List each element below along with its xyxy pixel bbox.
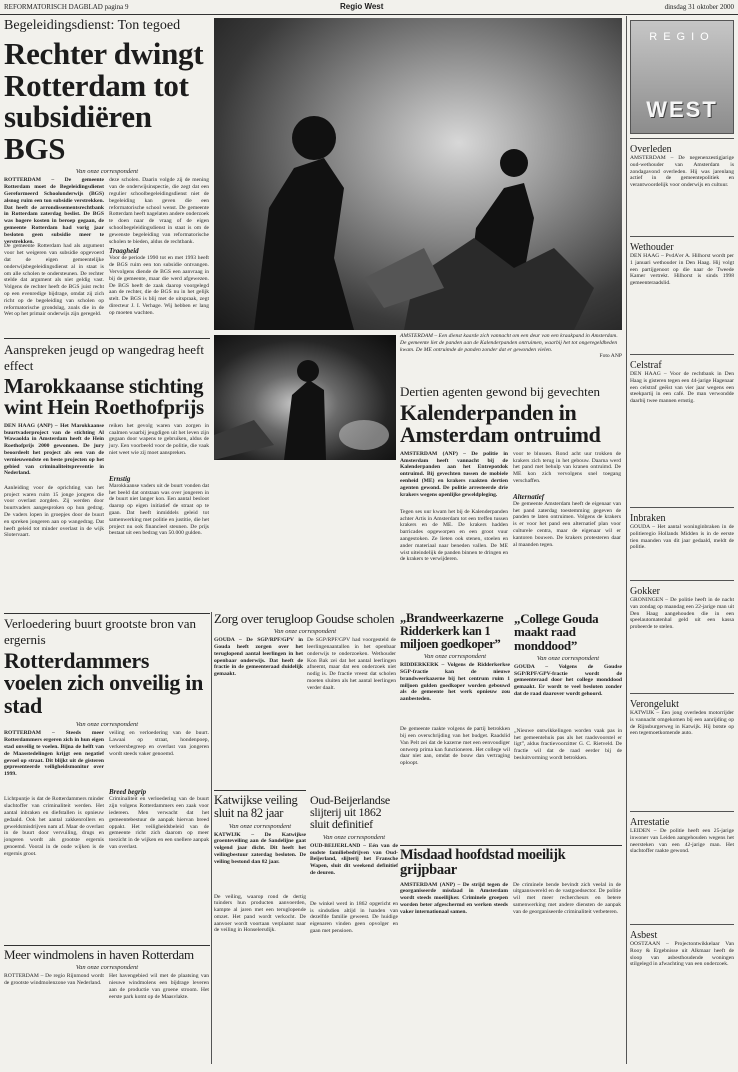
article-college-gouda [514,612,622,842]
article-lead: DEN HAAG (ANP) – Het Marokkaanse buurtvaderproject van de stichting Al Wawaolda in Amsterdam heeft de Hein Roethofprijs 2000 gewonnen. De jury beoordeelt het project als een van de vernieuwendste en beste projecten op het gebied van criminaliteitspreventie in Nederland. [4,422,104,477]
photo-caption [400,333,622,381]
article-headline: Misdaad hoofdstad moeilijk grijpbaar [400,847,566,878]
article-headline: „College Gouda maakt raad monddood” [514,611,599,653]
divider [4,945,210,946]
article-byline: Van onze correspondent [228,822,292,830]
article-lead: ROTTERDAM – De gemeente Rotterdam moet de Begeleidingsdienst Gereformeerd Schoolonderwijs (BGS) alsnog ruim een ton subsidie verstrekken. Dat heeft de arrondissementsrechtbank in Rotterdam zaterdag beslist. De BGS was hogere kosten in beroep gegaan, de gemeente Rotterdam had vorig jaar besloten geen subsidie meer te verstrekken. [4,177,104,245]
article-body-col3: Criminaliteit en verloedering van de buurt zijn volgens Rotterdammers een zaak voor iedereen. Men verwacht dat het gemeentebestuur de aanpak hiervan breed oppakt. Het veiligheidsbeleid van de gemeente richt zich daarom op meer toezicht in de wijken en een snellere aanpak van overlast. [109,796,209,850]
article-body: De gemeente raakte volgens de partij betrokken bij een overschrijding van het budget. Raadslid Van Pelt zei dat de kazerne met een eenvoudiger ontwerp prima kan functioneren. Het college wil daar niet aan, omdat de bouw dan vertraging oploopt. [400,726,510,767]
page-header [0,0,738,15]
brief-title: Gokker [630,586,660,597]
photo-silhouettes [214,335,396,460]
brief-celstraf [630,354,734,507]
article-body: De criminele bende bevindt zich veelal in de uitgaanswereld en de vastgoedsector. De politie wil met meer rechercheurs en betere samenwerking met andere diensten de aanpak van de georganiseerde criminaliteit verbeteren. [513,881,621,915]
logo-regio: REGIO [649,31,715,43]
article-body-col3: De gemeente Amsterdam heeft de eigenaar van het pand zaterdag toestemming gegeven de panden te laten ontruimen. Volgens de krakers is er voor het pand een alternatief plan voor culturele centra, maar de eigenaar wil er kantoren bouwen. De krakers protesteren daar al maanden tegen. [513,500,621,548]
caption-text: AMSTERDAM – Een dienst kaarde zich vannacht om een deur van een kraakpand in Amsterdam. De gemeente liet de panden aan de Kalenderpanden ontruimen, waarbij het tot ongeregeldheden kwam. De ME ontruimde de panden zonder dat er gewonden vielen. [400,333,618,353]
brief-text: AMSTERDAM – De negenenzestigjarige oud-wethouder van Amsterdam is zondagavond overleden. Hij was jarenlang actief in de gemeentepolitiek en verantwoordelijk voor onderwijs en cultuur. [630,155,734,189]
article-body: De SGP/RPF/GPV had voorgesteld de leerlingenaantallen in het openbaar onderwijs te onderzoeken. Wethouder Kon Bak zei dat het aantal leerlingen afneemt, maar dat een onderzoek niet nodig is. De fractie vreest dat scholen moeten sluiten als het aantal leerlingen verder daalt. [307,637,396,691]
photo-riot-barricade [214,18,622,330]
article-body: Lichtpuntje is dat de Rotterdammers minder slachtoffer van criminaliteit werden. Het aantal inbraken en diefstallen is opnieuw gedaald. Ook het aantal zakkenrollers en geweldsmisdrijven nam af. Maar de overlast in de buurt door vervuiling, drugs en jongeren wordt als grootste ergernis genoemd. Vooral in de oude wijken is de ergernis groot. [4,796,104,857]
article-windmolens [4,948,210,1064]
article-subhead: Ernstig [109,474,131,483]
article-body: De gemeente Rotterdam had als argument voor het weigeren van subsidie opgevoerd dat de eigen gemeentelijke onderwijsbegeleidingsdienst al in staat is om alle scholen te ondersteunen. De rechter stelde dat argument als niet geldig vast. Volgens de rechter heeft de BGS juist recht op een evenredige bijdrage, omdat zij zich richt op de begeleiding van scholen op reformatorische grondslag, zoals die in de Wet op het primair onderwijs zijn geregeld. [4,243,104,318]
brief-verongelukt [630,693,734,811]
brief-text: DEN HAAG – PvdA'er A. Hilhorst wordt per 1 januari wethouder in Den Haag. Hij volgt een partijgenoot op die naar de Tweede Kamer vertrekt. Hilhorst is sinds 1998 gemeenteraadslid. [630,253,734,287]
article-body: Het havengebied wil met de plaatsing van nieuwe windmolens een bijdrage leveren aan de productie van groene stroom. Het eerste park komt op de Maasvlakte. [109,973,209,1000]
divider [4,338,210,339]
article-lead: OUD-BEIJERLAND – Eén van de oudste familiebedrijven van Oud-Beijerland, slijterij het Fransche Wapen, sluit dit weekend definitief de deuren. [310,842,398,876]
article-byline: Van onze correspondent [322,833,386,841]
sidebar-briefs [630,138,734,1064]
brief-inbraken [630,507,734,580]
article-lead: ROTTERDAM – Steeds meer Rotterdammers ergeren zich in hun eigen stad onveilig te voelen. Bijna de helft van de Maasstedelingen krijgt een negatief gevoel op straat. Dit blijkt uit de gisteren gepresenteerde veiligheidsmonitor over 1999. [4,730,104,778]
article-headline: Rotterdammers voelen zich onveilig in stad [4,648,204,718]
article-lead: GOUDA – Volgens de Goudse SGP/RPF/GPV-fractie wordt de gemeenteraad door het college monddood gemaakt. Er wordt te veel besloten zonder dat de raad daarover wordt gehoord. [514,663,622,697]
article-lead: RIDDERKERK – Volgens de Ridderkerkse SGP-fractie kan de nieuwe brandweerkazerne bij het centrum ruim 1 miljoen gulden goedkoper worden gebouwd als de gemeente het werk opnieuw zou aanbesteden. [400,662,510,703]
article-body: „Nieuwe ontwikkelingen worden vaak pas in het gemeentehuis pas als het raadsvoorstel er ligt”, aldus fractievoorzitter G. C. Rietveld. De fractie wil dat de raad eerder bij de besluitvorming wordt betrokken. [514,727,622,761]
article-body-col2: voor te blussen. Rond acht uur trokken de krakers zich terug in het gebouw. Daarna werd het pand met behulp van kranen ontruimd. De ME kon zich vervolgens snel toegang verschaffen. [513,450,621,485]
logo-west: WEST [646,97,718,122]
article-byline: Van onze correspondent [423,653,487,661]
article-goudse-scholen [214,612,396,790]
article-ridderkerk [400,612,510,842]
article-kicker: Dertien agenten gewond bij gevechten [400,384,600,399]
brief-title: Celstraf [630,360,662,371]
article-headline: Rechter dwingt Rotterdam tot subsidiëren BGS [4,36,204,166]
article-body-col2: deze scholen. Daarin volgde zij de mening van de onderwijsinspectie, die zegt dat een regulier schoolbegeleidingsdienst niet de begeleiding kan geven die een reformatorische school wenst. De gemeente Rotterdam heeft nagelaten andere onderzoek te doen naar de vraag of de eigen schoolbegeleidingsdienst in staat is om de gewenste begeleiding van reformatorische scholen te bieden, aldus de rechtbank. [109,177,210,245]
article-misdaad-hoofdstad [400,848,622,1062]
article-body-col3: Marokkaanse vaders uit de buurt vonden dat het beeld dat ontstaan was over jongeren in de buurt niet langer kon. Een aantal besloot daarop op eigen initiatief de straat op te gaan. Dat heeft inmiddels geleid tot samenwerking met politie en justitie, die het project nu ook financieel steunen. De prijs bestaat uit een bedrag van 50.000 gulden. [109,482,209,537]
article-byline: Van onze correspondent [75,964,139,972]
regio-west-logo [630,20,734,134]
article-roethofprijs [4,342,210,602]
article-oud-beijerland [310,794,398,1064]
article-body: Aanleiding voor de oprichting van het project waren ruim 15 jonge jongens die voor overlast zorgden. Zij werden door buurtvaders aangesproken op hun gedrag. De vaders lopen in groepjes door de buurt en spreken jongeren aan op wangedrag. Dat heeft geleid tot minder overlast in de wijk Slotervaart. [4,484,104,539]
photo-credit: Foto ANP [599,353,622,360]
article-bgs [4,18,210,330]
photo-silhouettes [214,18,622,330]
divider [626,16,627,1064]
divider [400,845,622,846]
article-kicker: Begeleidingsdienst: Ton tegoed [4,18,181,33]
paper-name: REFORMATORISCH DAGBLAD pagina 9 [4,3,129,11]
article-lead: AMSTERDAM (ANP) – De strijd tegen de georganiseerde misdaad in Amsterdam wordt steeds moeilijker. Criminele groepen worden beter afgeschermd en werken steeds vaker internationaal samen. [400,881,508,915]
article-kicker: Verloedering buurt grootste bron van ergernis [4,616,197,647]
brief-asbest [630,924,734,1037]
article-subhead: Breed begrip [109,788,147,797]
article-headline: Zorg over terugloop Goudse scholen [214,611,395,626]
brief-text: LEIDEN – De politie heeft een 25-jarige inwoner van Leiden aangehouden wegens het neersteken van een 42-jarige man. Het slachtoffer raakte gewond. [630,828,734,855]
article-subhead: Traagheid [109,247,139,256]
article-body: Tegen ses uur kwam het bij de Kalenderpanden achter Artis in Amsterdam tot een treffen tussen krakers en de ME. De krakers hadden barricades opgeworpen en een groot vuur aangestoken. Ze lieten ook stenen, stoelen en ander materiaal naar beneden vallen. De ME wist uiteindelijk de panden binnen te dringen en de krakers te verwijderen. [400,508,508,563]
article-body-col3: Voor de periode 1990 tot en met 1993 heeft de BGS ruim een ton subsidie ontvangen. Vervolgens diende de BGS een aanvraag in bij de gemeente, maar die werd afgewezen. De BGS heeft de zaak daarop voorgelegd aan de rechter, die de BGS nu in het gelijk stelt. De BGS is blij met de uitspraak, zegt directeur J. I. Verhage. Wij hebben er lang op moeten wachten. [109,255,209,316]
brief-text: OOSTZAAN – Projectontwikkelaar Van Rooy & Ergebnisse uit Alkmaar heeft de sloop van asbesthoudende woningen stilgelegd in afwachting van een onderzoek. [630,941,734,968]
article-headline: Oud-Beijerlandse slijterij uit 1862 sluit definitief [310,793,390,832]
article-headline: Meer windmolens in haven Rotterdam [4,947,194,962]
article-headline: Katwijkse veiling sluit na 82 jaar [214,793,298,820]
article-kalenderpanden [400,384,622,610]
article-byline: Van onze correspondent [75,168,139,176]
article-subhead: Alternatief [513,492,545,501]
photo-riot-fire [214,335,396,460]
article-body: De winkel werd in 1862 opgericht en is sindsdien altijd in handen van dezelfde familie geweest. De huidige eigenaren vinden geen opvolger en gaan met pensioen. [310,900,398,934]
article-headline: Kalenderpanden in Amsterdam ontruimd [400,400,601,448]
brief-title: Inbraken [630,513,666,524]
brief-title: Wethouder [630,242,674,253]
article-headline: Marokkaanse stichting wint Hein Roethofprijs [4,374,204,420]
article-body: De veiling, waarop rond de dertig tuinders hun producten aanvoerden, kampte al jaren met een teruglopende omzet. Het pand wordt verkocht. De aanvoer wordt voortaan verplaatst naar de veiling in Honselersdijk. [214,893,306,934]
brief-title: Verongelukt [630,699,679,710]
brief-text: GOUDA – Het aantal woninginbraken in de politieregio Hollands Midden is in de eerste tien maanden van dit jaar gedaald, meldt de politie. [630,524,734,551]
article-byline: Van onze correspondent [536,654,600,662]
divider [211,612,212,1064]
article-lead: KATWIJK – De Katwijkse groenteveiling aan de Sandelijne gaat volgend jaar dicht. Dit heeft het veilingbestuur zaterdag besloten. De veiling bestond dan 82 jaar. [214,831,306,865]
brief-text: GRONINGEN – De politie heeft in de nacht van zondag op maandag een 22-jarige man uit Den Haag aangehouden die in een speelautomatenhal geld uit een kassa probeerde te stelen. [630,597,734,631]
brief-title: Overleden [630,144,672,155]
brief-arrestatie [630,811,734,924]
brief-text: DEN HAAG – Voor de rechtbank in Den Haag is gisteren tegen een 44-jarige Hagenaar een celstraf geëist van vier jaar wegens een steekpartij in een café. De man verwondde daarbij twee mannen ernstig. [630,371,734,405]
article-body-col2: reiken het gevolg waren van zorgen in caalmen waarbij jeugdigen uit het leven zijn gegaan door wapens te gebruiken, aldus de jury. Een voorbeeld voor de politie, die vaak niet weet wie zij moet aanspreken. [109,422,209,456]
article-lead: AMSTERDAM (ANP) – De politie in Amsterdam heeft vannacht bij de Kalenderpanden aan het Entrepotdok ontruimd. Bij gevechten tussen de mobiele eenheid (ME) en krakers raakten dertien agenten gewond. De politie arresteerde drie krakers wegens openlijke geweldpleging. [400,450,508,498]
article-body-col2: veiling en verloedering van de buurt. Lawaai op straat, hondenpoep, verkeersbegreep en overlast van jongeren wordt steeds vaker genoemd. [109,730,209,757]
brief-title: Asbest [630,930,658,941]
article-headline: „Brandweerkazerne Ridderkerk kan 1 miljoen goedkoper” [400,611,504,651]
brief-text: KATWIJK – Een jong overleden motorrijder is vannacht omgekomen bij een aanrijding op de Rijnsburgerweg in Katwijk. Hij botste op een tegemoetkomende auto. [630,710,734,737]
divider [214,790,306,791]
brief-title: Arrestatie [630,817,670,828]
article-katwijkse-veiling [214,794,306,1064]
divider [4,613,210,614]
article-kicker: Aanspreken jeugd op wangedrag heeft effect [4,342,204,373]
article-byline: Van onze correspondent [75,721,139,729]
brief-overleden [630,138,734,236]
article-lead: ROTTERDAM – De regio Rijnmond wordt de grootste windmolenzone van Nederland. [4,973,104,987]
article-byline: Van onze correspondent [273,628,337,636]
section-name: Regio West [340,2,384,11]
brief-gokker [630,580,734,693]
issue-date: dinsdag 31 oktober 2000 [664,3,734,11]
article-rotterdammers [4,616,210,906]
article-lead: GOUDA – De SGP/RPF/GPV in Gouda heeft zorgen over het teruglopend aantal leerlingen in het openbaar onderwijs. Dat heeft de fractie in de gemeenteraad duidelijk gemaakt. [214,637,303,678]
brief-wethouder [630,236,734,354]
